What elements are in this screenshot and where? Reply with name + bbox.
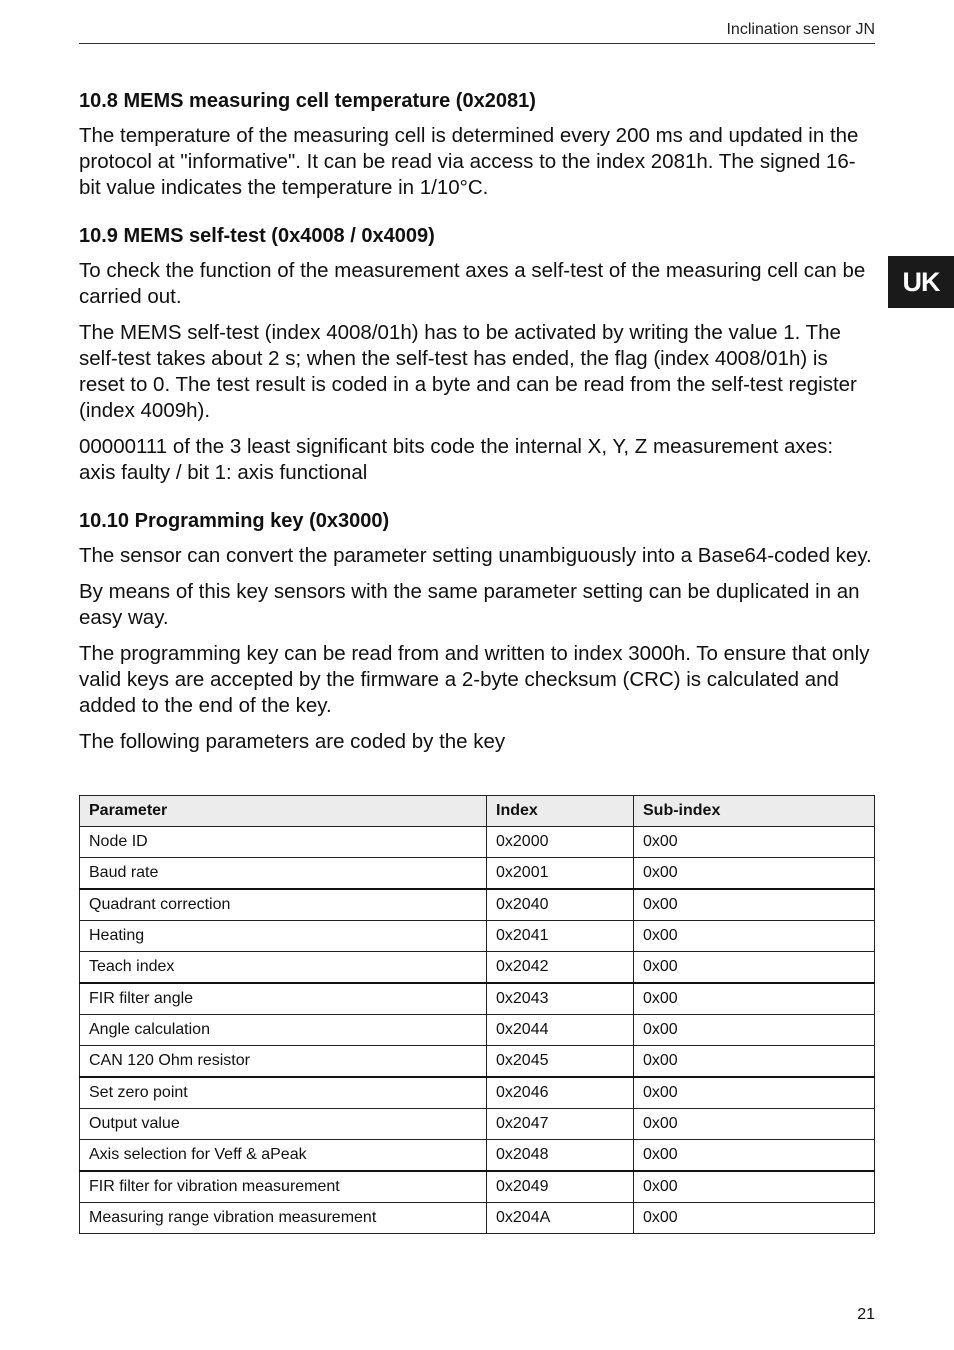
- parameter-cell: Angle calculation: [80, 1015, 487, 1046]
- parameter-cell: Output value: [80, 1109, 487, 1140]
- parameter-cell: Measuring range vibration measurement: [80, 1203, 487, 1234]
- sub-index-cell: 0x00: [634, 1140, 875, 1172]
- index-cell: 0x2049: [487, 1171, 634, 1203]
- parameter-cell: Axis selection for Veff & aPeak: [80, 1140, 487, 1172]
- index-cell: 0x2044: [487, 1015, 634, 1046]
- sub-index-cell: 0x00: [634, 1203, 875, 1234]
- sub-index-cell: 0x00: [634, 921, 875, 952]
- sub-index-cell: 0x00: [634, 1046, 875, 1078]
- parameter-cell: Set zero point: [80, 1077, 487, 1109]
- sub-index-cell: 0x00: [634, 1109, 875, 1140]
- table-header-row: [80, 796, 875, 827]
- paragraph: By means of this key sensors with the same parameter setting can be duplicated in an easy way.: [79, 580, 860, 629]
- paragraph: 00000111 of the 3 least significant bits code the internal X, Y, Z measurement axes: axis faulty / bit 1: axis functional: [79, 435, 834, 484]
- column-header-index: Index: [487, 796, 634, 827]
- parameter-cell: Node ID: [80, 827, 487, 858]
- table-row: [80, 952, 875, 984]
- parameter-cell: Teach index: [80, 952, 487, 984]
- column-header-sub-index: Sub-index: [634, 796, 875, 827]
- paragraph: The temperature of the measuring cell is determined every 200 ms and updated in the protocol at "informative". It can be read via access to the index 2081h. The signed 16-bit value indicates the temperature in 1/10°C.: [79, 124, 859, 199]
- table-row: [80, 983, 875, 1015]
- sub-index-cell: 0x00: [634, 1015, 875, 1046]
- parameter-cell: FIR filter for vibration measurement: [80, 1171, 487, 1203]
- sub-index-cell: 0x00: [634, 858, 875, 890]
- paragraph: The sensor can convert the parameter setting unambiguously into a Base64-coded key.: [79, 544, 872, 567]
- parameter-cell: Heating: [80, 921, 487, 952]
- table-row: [80, 1171, 875, 1203]
- index-cell: 0x2041: [487, 921, 634, 952]
- table-row: [80, 1077, 875, 1109]
- index-cell: 0x2043: [487, 983, 634, 1015]
- page-number: 21: [857, 1306, 875, 1323]
- main-content: [79, 88, 875, 765]
- paragraph: The following parameters are coded by the key: [79, 730, 506, 753]
- index-cell: 0x2040: [487, 889, 634, 921]
- parameter-table: [79, 795, 875, 1234]
- sub-index-cell: 0x00: [634, 827, 875, 858]
- header-divider: [79, 43, 875, 44]
- index-cell: 0x2047: [487, 1109, 634, 1140]
- index-cell: 0x2001: [487, 858, 634, 890]
- table-row: [80, 889, 875, 921]
- paragraph: The MEMS self-test (index 4008/01h) has to be activated by writing the value 1. The self-test takes about 2 s; when the self-test has ended, the flag (index 4008/01h) is reset to 0. The test result is coded in a byte and can be read from the self-test register (index 4009h).: [79, 321, 857, 422]
- table-row: [80, 1203, 875, 1234]
- language-tab: UK: [888, 256, 954, 308]
- index-cell: 0x2045: [487, 1046, 634, 1078]
- sub-index-cell: 0x00: [634, 1077, 875, 1109]
- table-row: [80, 1015, 875, 1046]
- sub-index-cell: 0x00: [634, 889, 875, 921]
- section-heading-10-10: 10.10 Programming key (0x3000): [79, 510, 390, 532]
- table-row: [80, 1109, 875, 1140]
- running-header: Inclination sensor JN: [726, 21, 875, 38]
- table-row: [80, 1046, 875, 1078]
- section-heading-10-9: 10.9 MEMS self-test (0x4008 / 0x4009): [79, 225, 435, 247]
- paragraph: The programming key can be read from and written to index 3000h. To ensure that only valid keys are accepted by the firmware a 2-byte checksum (CRC) is calculated and added to the end of the key.: [79, 642, 870, 717]
- section-heading-10-8: 10.8 MEMS measuring cell temperature (0x2081): [79, 90, 536, 112]
- index-cell: 0x2000: [487, 827, 634, 858]
- sub-index-cell: 0x00: [634, 983, 875, 1015]
- table-row: [80, 827, 875, 858]
- parameter-cell: FIR filter angle: [80, 983, 487, 1015]
- index-cell: 0x2042: [487, 952, 634, 984]
- table-row: [80, 1140, 875, 1172]
- parameter-cell: CAN 120 Ohm resistor: [80, 1046, 487, 1078]
- index-cell: 0x204A: [487, 1203, 634, 1234]
- sub-index-cell: 0x00: [634, 952, 875, 984]
- index-cell: 0x2048: [487, 1140, 634, 1172]
- table-row: [80, 921, 875, 952]
- sub-index-cell: 0x00: [634, 1171, 875, 1203]
- parameter-cell: Baud rate: [80, 858, 487, 890]
- index-cell: 0x2046: [487, 1077, 634, 1109]
- paragraph: To check the function of the measurement axes a self-test of the measuring cell can be carried out.: [79, 259, 866, 308]
- column-header-parameter: Parameter: [80, 796, 487, 827]
- parameter-cell: Quadrant correction: [80, 889, 487, 921]
- table-row: [80, 858, 875, 890]
